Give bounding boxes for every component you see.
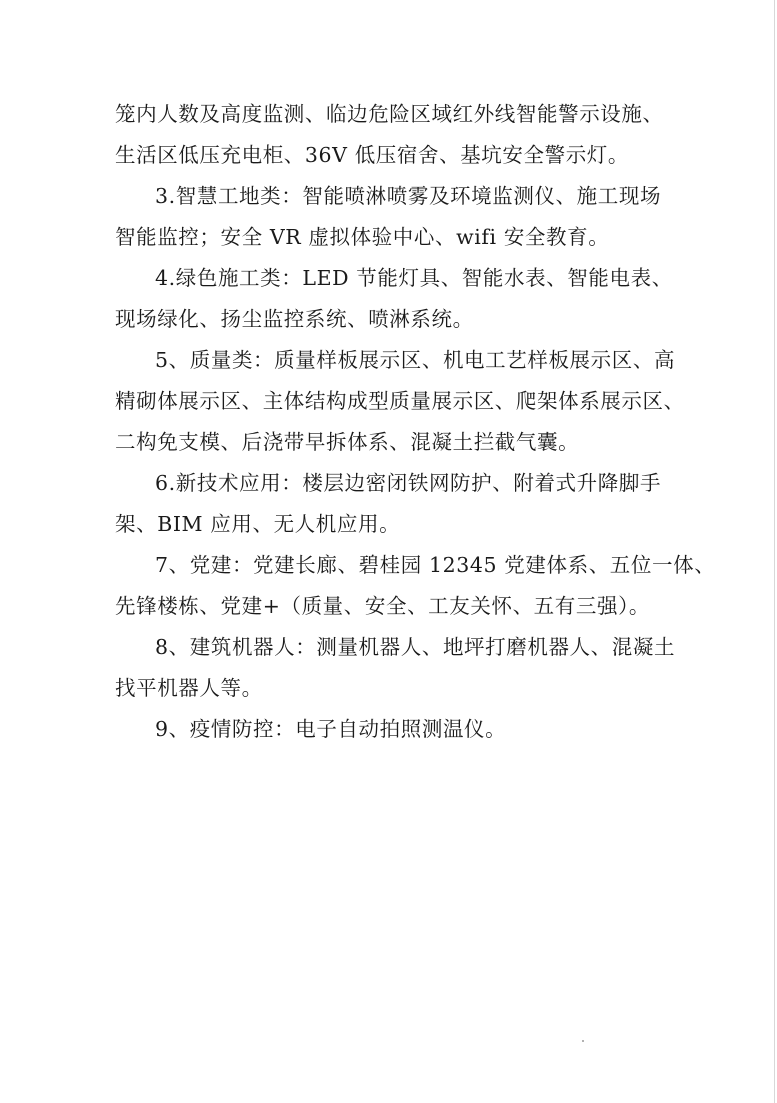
text-line: 6.新技术应用：楼层边密闭铁网防护、附着式升降脚手 — [155, 471, 662, 495]
text-line: 先锋楼栋、党建+（质量、安全、工友关怀、五有三强）。 — [115, 594, 651, 618]
document-body — [115, 94, 716, 750]
text-line: 笼内人数及高度监测、临边危险区域红外线智能警示设施、 — [115, 102, 664, 126]
text-line: 5、质量类：质量样板展示区、机电工艺样板展示区、高 — [155, 348, 676, 372]
text-line: 9、疫情防控：电子自动拍照测温仪。 — [155, 717, 507, 741]
text-line: 智能监控；安全 VR 虚拟体验中心、wifi 安全教育。 — [115, 225, 610, 249]
text-line: 生活区低压充电柜、36V 低压宿舍、基坑安全警示灯。 — [115, 143, 630, 167]
text-line: 现场绿化、扬尘监控系统、喷淋系统。 — [115, 307, 474, 331]
scan-speck — [582, 1040, 584, 1042]
text-line: 3.智慧工地类：智能喷淋喷雾及环境监测仪、施工现场 — [155, 184, 662, 208]
text-line: 精砌体展示区、主体结构成型质量展示区、爬架体系展示区、 — [115, 389, 685, 413]
text-line: 7、党建：党建长廊、碧桂园 12345 党建体系、五位一体、 — [155, 553, 716, 577]
text-line: 找平机器人等。 — [115, 676, 263, 700]
text-line: 二构免支模、后浇带早拆体系、混凝土拦截气囊。 — [115, 430, 580, 454]
text-line: 架、BIM 应用、无人机应用。 — [115, 512, 401, 536]
text-line: 8、建筑机器人：测量机器人、地坪打磨机器人、混凝土 — [155, 635, 676, 659]
page-edge-line — [774, 0, 775, 1103]
text-line: 4.绿色施工类：LED 节能灯具、智能水表、智能电表、 — [155, 266, 673, 290]
